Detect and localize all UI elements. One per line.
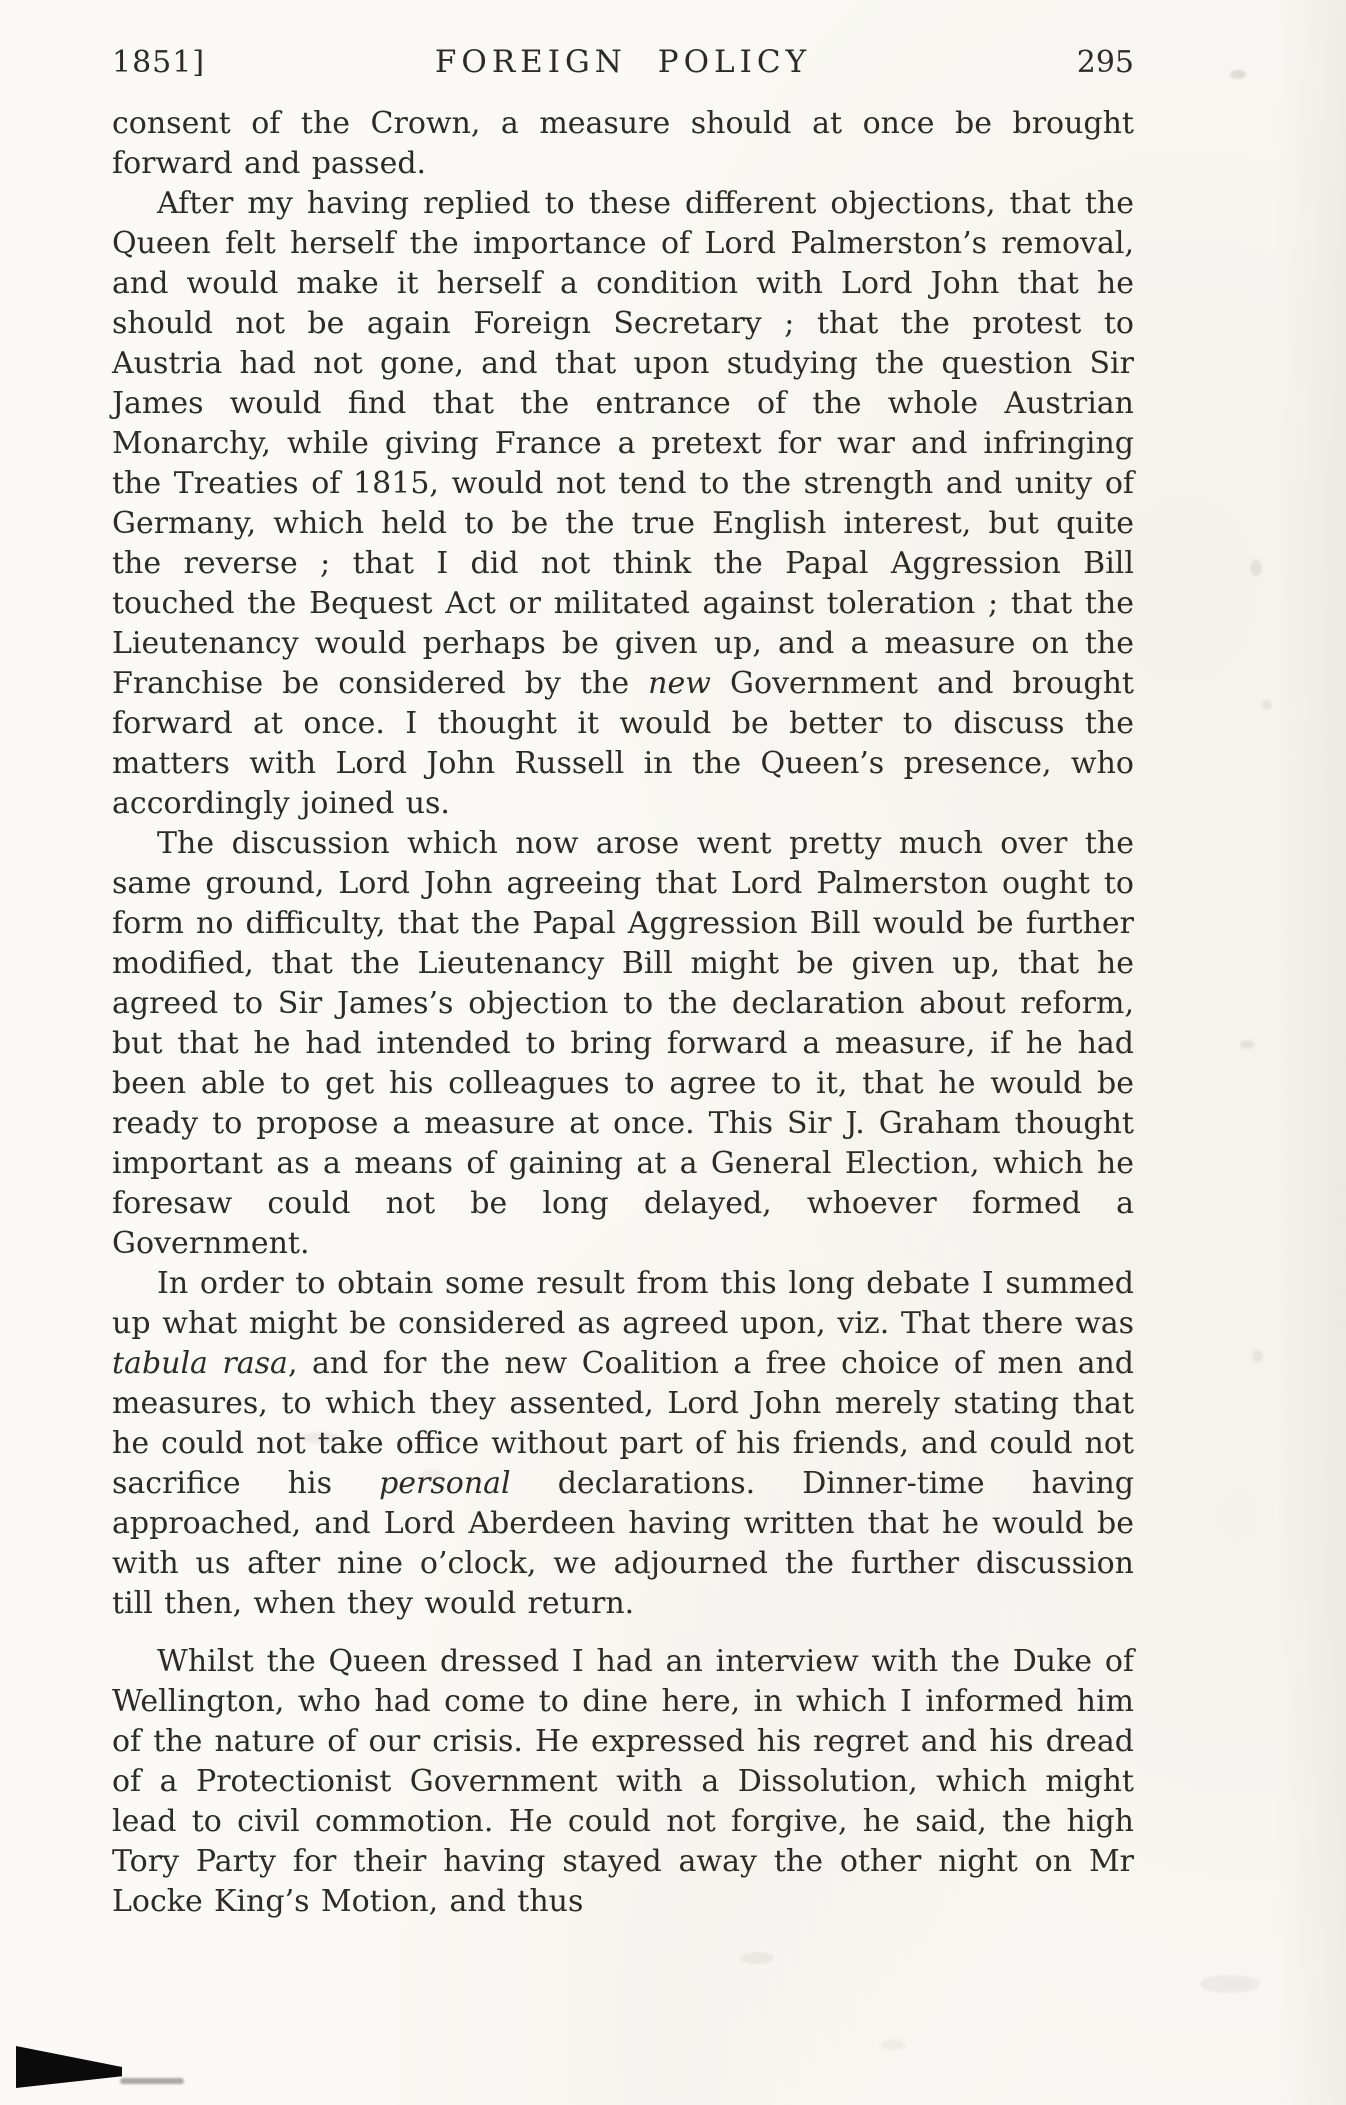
- scan-edge-shading: [1276, 0, 1346, 2105]
- scan-corner-mark: [16, 2046, 122, 2088]
- paragraph: [112, 104, 1134, 184]
- scan-corner-smudge: [120, 2078, 184, 2084]
- paragraph: [112, 184, 1134, 824]
- scan-noise: [880, 2040, 906, 2050]
- text-segment: After my having replied to these different objections, that the Queen felt herself the importance of Lord Palmerston’s removal, and would make it herself a condition with Lord John that he should not be again Foreign Secretary ; that the protest to Austria had not gone, and that upon studying the question Sir James would find that the entrance of the whole Austrian Monarchy, while giving France a pretext for war and infringing the Treaties of 1815, would not tend to the strength and unity of Germany, which held to be the true English interest, but quite the reverse ; that I did not think the Papal Aggression Bill touched the Bequest Act or militated against toleration ; that the Lieutenancy would perhaps be given up, and a measure on the Franchise be considered by the: [112, 186, 1134, 701]
- scan-noise: [420, 1470, 444, 1480]
- text-segment: Whilst the Queen dressed I had an interview with the Duke of Wellington, who had come to dine here, in which I informed him of the nature of our crisis. He expressed his regret and his dread of a Protectionist Government with a Dissolution, which might lead to civil commotion. He could not forgive, he said, the high Tory Party for their having stayed away the other night on Mr Locke King’s Motion, and thus: [112, 1644, 1134, 1919]
- scan-noise: [1250, 560, 1262, 576]
- page-title: FOREIGN POLICY: [434, 44, 812, 80]
- text-segment: The discussion which now arose went pretty much over the same ground, Lord John agreeing that Lord Palmerston ought to form no difficulty, that the Papal Aggression Bill would be further modified, that the Lieutenancy Bill might be given up, that he agreed to Sir James’s objection to the declaration about reform, but that he had intended to bring forward a measure, if he had been able to get his colleagues to agree to it, that he would be ready to propose a measure at once. This Sir J. Graham thought important as a means of gaining at a General Election, which he foresaw could not be long delayed, whoever formed a Government.: [112, 826, 1134, 1261]
- scan-noise: [1200, 1975, 1260, 1993]
- paragraph: [112, 1642, 1134, 1922]
- scan-noise: [740, 1952, 774, 1964]
- scan-noise: [1240, 1040, 1254, 1049]
- text-segment: Government and brought forward at once. I thought it would be better to discuss the matters with Lord John Russell in the Queen’s presence, who accordingly joined us.: [112, 666, 1134, 821]
- scan-noise: [1262, 700, 1272, 710]
- text-segment: , and for the new Coalition a free choice of men and measures, to which they assented, Lord John merely stating that he could not take office without part of his friends, and could not sacrifice his: [112, 1346, 1135, 1501]
- page-header: [112, 44, 1134, 80]
- paragraph: [112, 824, 1134, 1264]
- text-segment: declarations. Dinner-time having approached, and Lord Aberdeen having written that he would be with us after nine o’clock, we adjourned the further discussion till then, when they would return.: [112, 1466, 1134, 1621]
- page-number: 295: [1076, 45, 1134, 80]
- text-body: [112, 104, 1134, 1922]
- scan-noise: [1230, 70, 1246, 79]
- scan-noise: [300, 1432, 340, 1444]
- text-segment: new: [648, 666, 711, 701]
- text-segment: personal: [379, 1466, 511, 1501]
- scan-noise: [1252, 1350, 1263, 1362]
- paragraph: [112, 1264, 1134, 1624]
- text-segment: consent of the Crown, a measure should at once be brought forward and passed.: [112, 106, 1134, 181]
- header-year: 1851]: [112, 45, 206, 80]
- text-segment: In order to obtain some result from this long debate I summed up what might be considered as agreed upon, viz. That there was: [112, 1266, 1134, 1341]
- text-segment: tabula rasa: [112, 1346, 288, 1381]
